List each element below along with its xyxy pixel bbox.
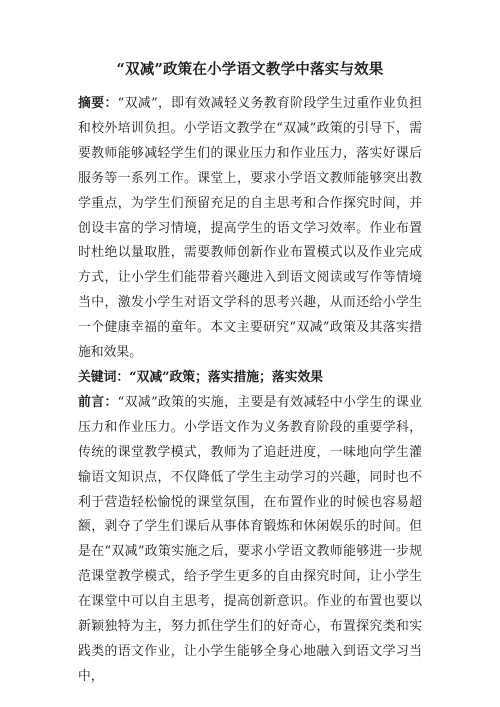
keywords-line	[78, 366, 422, 391]
abstract-text: “双减”，即有效减轻义务教育阶段学生过重作业负担和校外培训负担。小学语文教学在“双减”政策的引导下，需要教师能够减轻学生们的课业压力和作业压力，落实好课后服务等一系列工作。课堂上，要求小学语文教师能够突出教学重点，为学生们预留充足的自主思考和合作探究时间，并创设丰富的学习情境，提高学生的语文学习效率。作业布置时杜绝以量取胜，需要教师创新作业布置模式以及作业完成方式，让小学生们能带着兴趣进入到语文阅读或写作等情境当中，激发小学生对语文学科的思考兴趣，从而还给小学生一个健康幸福的童年。本文主要研究“双减”政策及其落实措施和效果。	[78, 96, 423, 361]
keywords-label: 关键词：	[78, 369, 130, 385]
preface-label: 前言：	[78, 394, 118, 410]
abstract-label: 摘要：	[78, 96, 118, 111]
abstract-paragraph	[78, 92, 422, 366]
page-title: “双减”政策在小学语文教学中落实与效果	[116, 61, 384, 78]
keywords-text: “双减”政策；落实措施；落实效果	[129, 369, 324, 385]
preface-paragraph	[78, 391, 422, 690]
preface-text: “双减”政策的实施，主要是有效减轻中小学生的课业压力和作业压力。小学语文作为义务教育阶段的重要学科，传统的课堂教学模式，教师为了追赶进度，一味地向学生灌输语文知识点，不仅降低了学生主动学习的兴趣，同时也不利于营造轻松愉悦的课堂氛围，在布置作业的时候也容易超额，剥夺了学生们课后从事体育锻炼和休闲娱乐的时间。但是在“双减”政策实施之后，要求小学语文教师能够进一步规范课堂教学模式，给予学生更多的自由探究时间，让小学生在课堂中可以自主思考，提高创新意识。作业的布置也要以新颖独特为主，努力抓住学生们的好奇心，布置探究类和实践类的语文作业，让小学生能够全身心地融入到语文学习当中，	[78, 394, 423, 684]
